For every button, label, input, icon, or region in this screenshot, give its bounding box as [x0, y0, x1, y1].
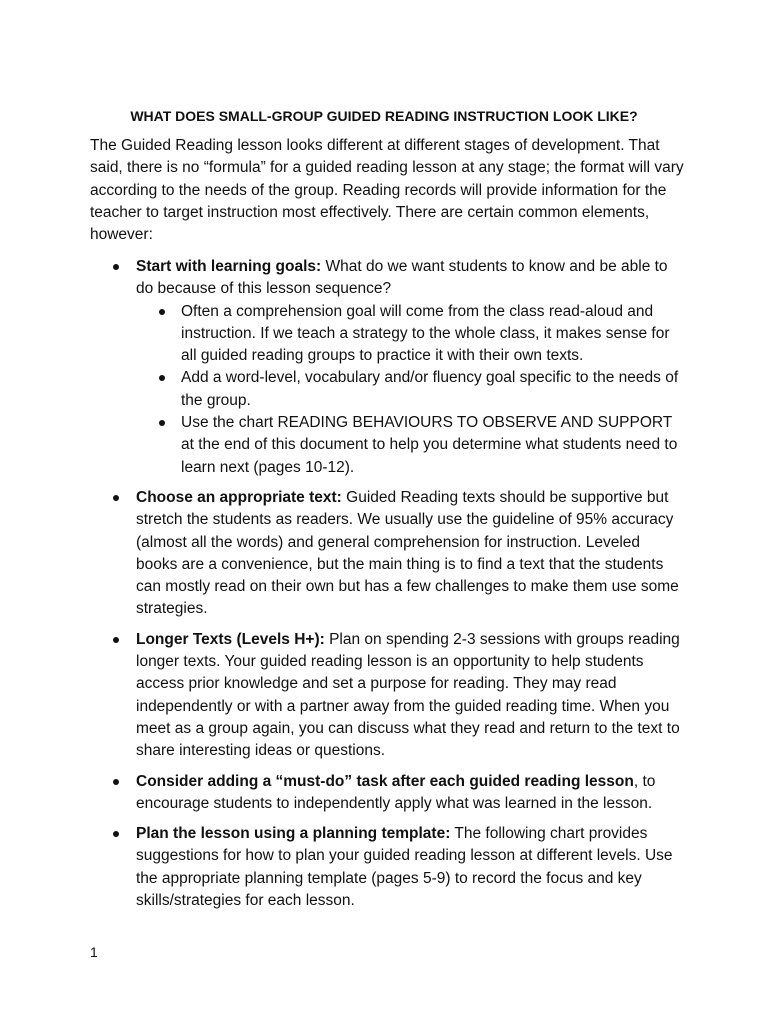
item-text: What do we want students to know and be able to do because of this lesson sequence?	[136, 258, 668, 298]
bullet-list	[0, 256, 768, 912]
item-text: Plan on spending 2-3 sessions with groups reading longer texts. Your guided reading lesson is an opportunity to help students access prior knowledge and set a purpose for reading. They may read independently or with a partner away from the guided reading time. When you meet as a group again, you can discuss what they read and return to the text to share interesting ideas or questions.	[136, 630, 680, 760]
item-text: The following chart provides suggestions for how to plan your guided reading lesson at different levels. Use the appropriate planning template (pages 5-9) to record the focus and key skills/strategies for each lesson.	[136, 825, 673, 910]
item-lead: Plan the lesson using a planning template:	[136, 825, 451, 843]
list-item-longer-texts	[136, 629, 684, 763]
list-item-planning-template	[136, 823, 684, 912]
bullet-icon	[159, 420, 165, 426]
item-lead: Choose an appropriate text:	[136, 488, 342, 506]
list-item-appropriate-text	[136, 487, 684, 621]
page-title: WHAT DOES SMALL-GROUP GUIDED READING INSTRUCTION LOOK LIKE?	[130, 108, 638, 124]
intro-paragraph: The Guided Reading lesson looks different at different stages of development. That said, there is no “formula” for a guided reading lesson at any stage; the format will vary according to the needs of the group. Reading records will provide information for the teacher to target instruction most effectively. There are certain common elements, however:	[90, 137, 684, 244]
sub-list-item	[181, 367, 684, 412]
bullet-icon	[113, 779, 119, 785]
sub-item-text: Add a word-level, vocabulary and/or fluency goal specific to the needs of the group.	[181, 369, 679, 409]
item-lead: Longer Texts (Levels H+):	[136, 630, 325, 648]
item-lead: Start with learning goals:	[136, 258, 322, 275]
sub-item-text: Often a comprehension goal will come from the class read-aloud and instruction. If we teach a strategy to the whole class, it makes sense for all guided reading groups to practice it with their own texts.	[181, 302, 670, 365]
bullet-icon	[159, 309, 165, 315]
bullet-icon	[113, 637, 119, 643]
list-item-must-do-task	[136, 771, 684, 816]
bullet-icon	[113, 495, 119, 501]
sub-item-text: Use the chart READING BEHAVIOURS TO OBSERVE AND SUPPORT at the end of this document to help you determine what students need to learn next (pages 10-12).	[181, 414, 678, 476]
sub-list-item	[181, 412, 684, 479]
sub-list-item	[181, 301, 684, 368]
item-text: , to encourage students to independently apply what was learned in the lesson.	[136, 772, 656, 812]
item-lead: Consider adding a “must-do” task after each guided reading lesson	[136, 772, 634, 790]
page-number: 1	[90, 944, 98, 960]
bullet-icon	[159, 375, 165, 381]
list-item-learning-goals	[136, 256, 684, 479]
item-text: Guided Reading texts should be supportive but stretch the students as readers. We usually use the guideline of 95% accuracy (almost all the words) and general comprehension for instruction. Leveled books are a convenience, but the main thing is to find a text that the students can mostly read on their own but has a few challenges to make them use some strategies.	[136, 488, 679, 618]
bullet-icon	[113, 264, 119, 270]
bullet-icon	[113, 831, 119, 837]
